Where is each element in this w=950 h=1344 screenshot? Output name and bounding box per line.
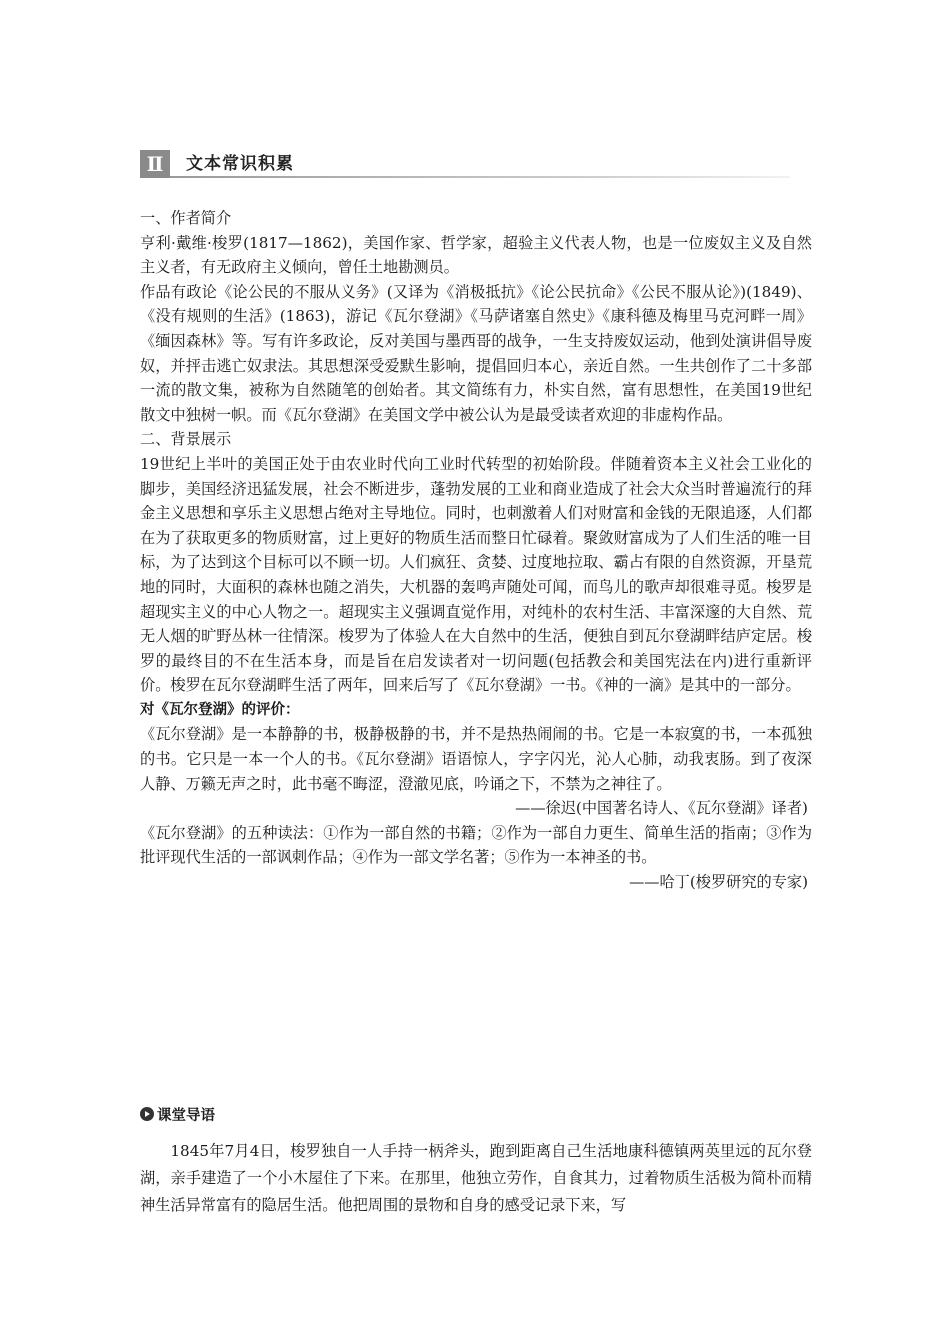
play-circle-icon	[140, 1107, 154, 1121]
section-title: 文本常识积累	[186, 154, 294, 174]
review-quote-harding: 《瓦尔登湖》的五种读法：①作为一部自然的书籍；②作为一部自力更生、简单生活的指南；③作为批评现代生活的一部讽刺作品；④作为一部文学名著；⑤作为一本神圣的书。	[140, 823, 812, 867]
review-attribution-xuchi: ——徐迟(中国著名诗人、《瓦尔登湖》译者)	[515, 799, 808, 818]
classroom-guide-title: 课堂导语	[157, 1108, 215, 1124]
author-intro-paragraph: 亨利·戴维·梭罗(1817—1862)，美国作家、哲学家，超验主义代表人物，也是一位废奴主义及自然主义者，有无政府主义倾向，曾任土地勘测员。	[140, 233, 812, 277]
section-header	[140, 150, 812, 178]
body-text	[140, 206, 812, 895]
review-quote-xuchi: 《瓦尔登湖》是一本静静的书，极静极静的书，并不是热热闹闹的书。它是一本寂寞的书，一本孤独的书。它只是一本一个人的书。《瓦尔登湖》语语惊人，字字闪光，沁人心肺，动我衷肠。到了夜深人静、万籁无声之时，此书毫不晦涩，澄澈见底，吟诵之下，不禁为之神往了。	[140, 725, 812, 793]
section-underline	[170, 176, 790, 178]
classroom-guide-text	[140, 1138, 812, 1219]
background-paragraph: 19世纪上半叶的美国正处于由农业时代向工业时代转型的初始阶段。伴随着资本主义社会工业化的脚步，美国经济迅猛发展，社会不断进步，蓬勃发展的工业和商业造成了社会大众当时普遍流行的拜金主义思想和享乐主义思想占绝对主导地位。同时，也刺激着人们对财富和金钱的无限追逐，人们都在为了获取更多的物质财富，过上更好的物质生活而整日忙碌着。聚敛财富成为了人们生活的唯一目标，为了达到这个目标可以不顾一切。人们疯狂、贪婪、过度地拉取、霸占有限的自然资源，开垦荒地的同时，大面积的森林也随之消失，大机器的轰鸣声随处可闻，而鸟儿的歌声却很难寻觅。梭罗是超现实主义的中心人物之一。超现实主义强调直觉作用，对纯朴的农村生活、丰富深邃的大自然、荒无人烟的旷野丛林一往情深。梭罗为了体验人在大自然中的生活，便独自到瓦尔登湖畔结庐定居。梭罗的最终目的不在生活本身，而是旨在启发读者对一切问题(包括教会和美国宪法在内)进行重新评价。梭罗在瓦尔登湖畔生活了两年，回来后写了《瓦尔登湖》一书。《神的一滴》是其中的一部分。	[140, 454, 812, 695]
classroom-guide-paragraph: 1845年7月4日，梭罗独自一人手持一柄斧头，跑到距离自己生活地康科德镇两英里远的瓦尔登湖，亲手建造了一个小木屋住了下来。在那里，他独立劳作，自食其力，过着物质生活极为简朴而精神生活异常富有的隐居生活。他把周围的景物和自身的感受记录下来，写	[140, 1142, 812, 1214]
review-attribution-harding: ——哈丁(梭罗研究的专家)	[629, 873, 808, 892]
reviews-heading: 对《瓦尔登湖》的评价：	[140, 701, 300, 718]
background-heading: 二、背景展示	[140, 430, 232, 449]
author-works-paragraph: 作品有政论《论公民的不服从义务》(又译为《消极抵抗》《论公民抗命》《公民不服从论》)(1849)、《没有规则的生活》(1863)，游记《瓦尔登湖》《马萨诸塞自然史》《康科德及梅里马克河畔一周》《缅因森林》等。写有许多政论，反对美国与墨西哥的战争，一生支持废奴运动，他到处演讲倡导废奴，并抨击逃亡奴隶法。其思想深受爱默生影响，提倡回归本心，亲近自然。一生共创作了二十多部一流的散文集，被称为自然随笔的创始者。其文简练有力，朴实自然，富有思想性，在美国19世纪散文中独树一帜。而《瓦尔登湖》在美国文学中被公认为是最受读者欢迎的非虚构作品。	[140, 282, 812, 424]
author-heading: 一、作者简介	[140, 209, 232, 227]
section-number-badge: Ⅱ	[140, 150, 170, 178]
classroom-guide-header	[140, 1104, 215, 1128]
